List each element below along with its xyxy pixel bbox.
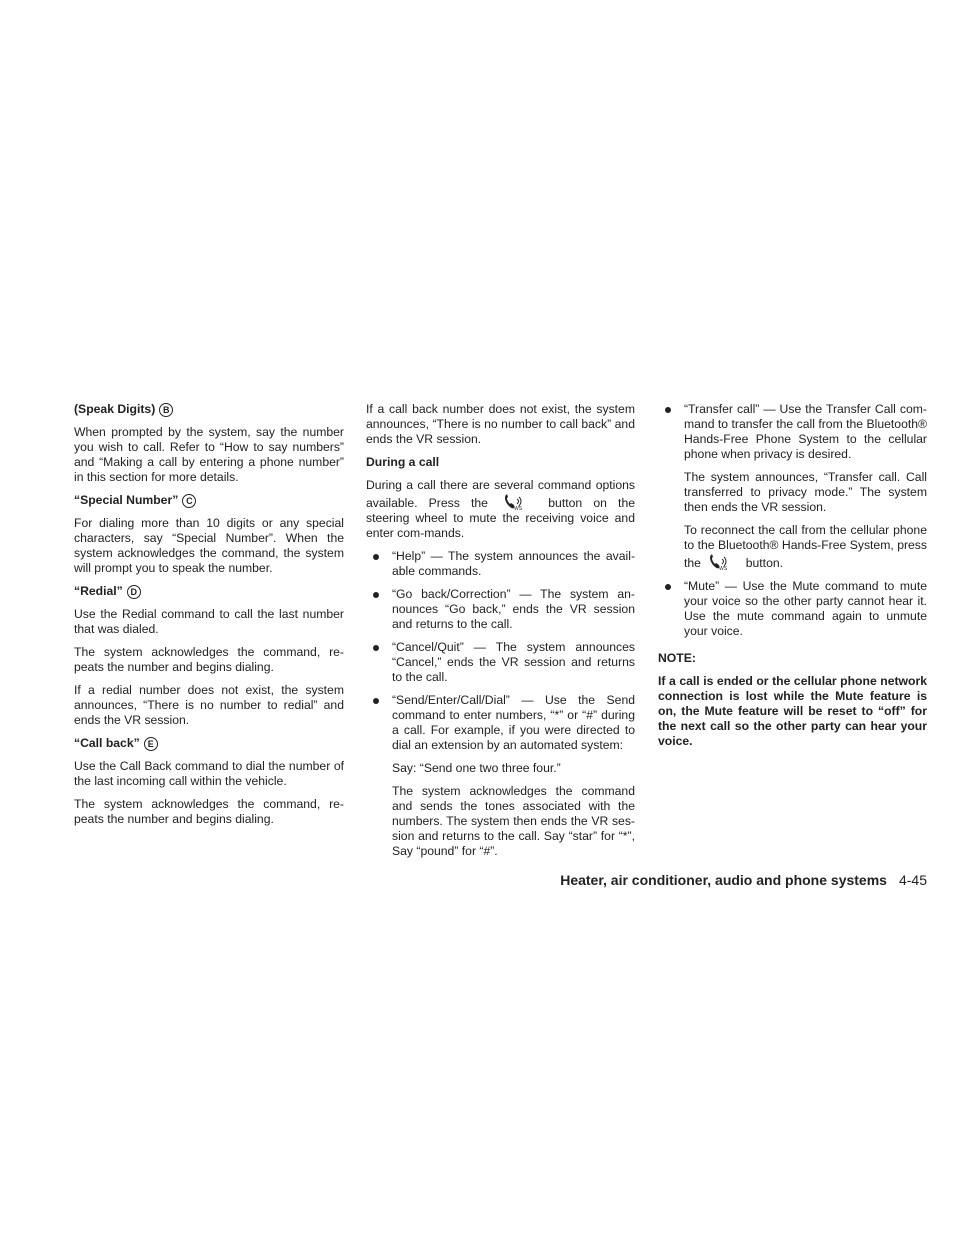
svg-text:WS: WS <box>719 566 728 571</box>
list-item: “Send/Enter/Call/Dial” — Use the Send command to enter numbers, “*” or “#” during a call. For example, if you were directed to dial an extension by an automated system: <box>366 693 635 753</box>
during-call-heading: During a call <box>366 455 440 469</box>
bullet-icon <box>373 698 379 704</box>
list-item: “Go back/Correction” — The system an-nounces “Go back,” ends the VR session and returns to the call. <box>366 587 635 632</box>
page-footer <box>560 871 927 889</box>
reconnect-text: To reconnect the call from the cellular phone to the Bluetooth® Hands-Free System, press the WS button. <box>684 523 927 571</box>
callout-badge-d: D <box>127 585 141 599</box>
redial-text-2: The system acknowledges the command, re-peats the number and begins dialing. <box>74 645 344 674</box>
page-number: 4-45 <box>898 872 927 888</box>
send-ack-text: The system acknowledges the command and sends the tones associated with the numbers. The system then ends the VR ses-sion and returns to the call. Say “star” for “*”, Say “pound” for “#”. <box>392 784 635 858</box>
talk-phone-icon <box>503 493 529 511</box>
call-back-heading: “Call back” E <box>74 736 344 751</box>
redial-heading: “Redial” D <box>74 584 344 599</box>
bullet-icon <box>373 592 379 598</box>
column-1 <box>74 402 344 835</box>
command-list <box>366 549 635 753</box>
list-item: “Help” — The system announces the avail-able commands. <box>366 549 635 579</box>
list-item: “Cancel/Quit” — The system announces “Cancel,” ends the VR session and returns to the call. <box>366 640 635 685</box>
bullet-icon <box>665 584 671 590</box>
callout-badge-c: C <box>182 494 196 508</box>
list-item: “Mute” — Use the Mute command to mute your voice so the other party cannot hear it. Use the mute command again to unmute your voice. <box>658 579 927 639</box>
speak-digits-text: When prompted by the system, say the number you wish to call. Refer to “How to say numbers” and “Making a call by entering a phone number” in this section for more details. <box>74 425 344 484</box>
during-call-text: During a call there are several command options available. Press the WS button on the steering wheel to mute the receiving voice and enter com-mands. <box>366 478 635 540</box>
command-list-continued <box>658 402 927 639</box>
bullet-icon <box>373 645 379 651</box>
callout-badge-e: E <box>144 737 158 751</box>
bullet-icon <box>665 407 671 413</box>
callout-badge-b: B <box>159 403 173 417</box>
column-3 <box>658 402 927 749</box>
special-number-text: For dialing more than 10 digits or any special characters, say “Special Number”. When the system acknowledges the command, the system will prompt you to speak the number. <box>74 516 344 575</box>
column-2 <box>366 402 635 867</box>
bullet-icon <box>373 554 379 560</box>
call-back-missing-text: If a call back number does not exist, the system announces, “There is no number to call back” and ends the VR session. <box>366 402 635 446</box>
say-example-text: Say: “Send one two three four.” <box>392 761 561 775</box>
speak-digits-heading: (Speak Digits) B <box>74 402 344 417</box>
redial-text-1: Use the Redial command to call the last number that was dialed. <box>74 607 344 636</box>
section-title: Heater, air conditioner, audio and phone systems <box>560 872 887 888</box>
call-back-text-1: Use the Call Back command to dial the number of the last incoming call within the vehicle. <box>74 759 344 788</box>
svg-text:WS: WS <box>514 506 523 511</box>
talk-phone-icon <box>708 553 734 571</box>
call-back-text-2: The system acknowledges the command, re-peats the number and begins dialing. <box>74 797 344 826</box>
redial-text-3: If a redial number does not exist, the system announces, “There is no number to redial” and ends the VR session. <box>74 683 344 727</box>
transfer-announce-text: The system announces, “Transfer call. Call transferred to privacy mode.” The system then ends the VR session. <box>684 470 927 514</box>
list-item: “Transfer call” — Use the Transfer Call com-mand to transfer the call from the Bluetooth® Hands-Free Phone System to the cellular phone when privacy is desired. The system announces, “Transfer call. Call transferred to privacy mode.” The system then ends the VR session. To reconnect the call from the cellular phone to the Bluetooth® Hands-Free System, press the WS button. <box>658 402 927 571</box>
note-heading: NOTE: <box>658 651 696 665</box>
note-text: If a call is ended or the cellular phone network connection is lost while the Mute feature is on, the Mute feature will be reset to “off” for the next call so the other party can hear your voice. <box>658 674 927 748</box>
special-number-heading: “Special Number” C <box>74 493 344 508</box>
